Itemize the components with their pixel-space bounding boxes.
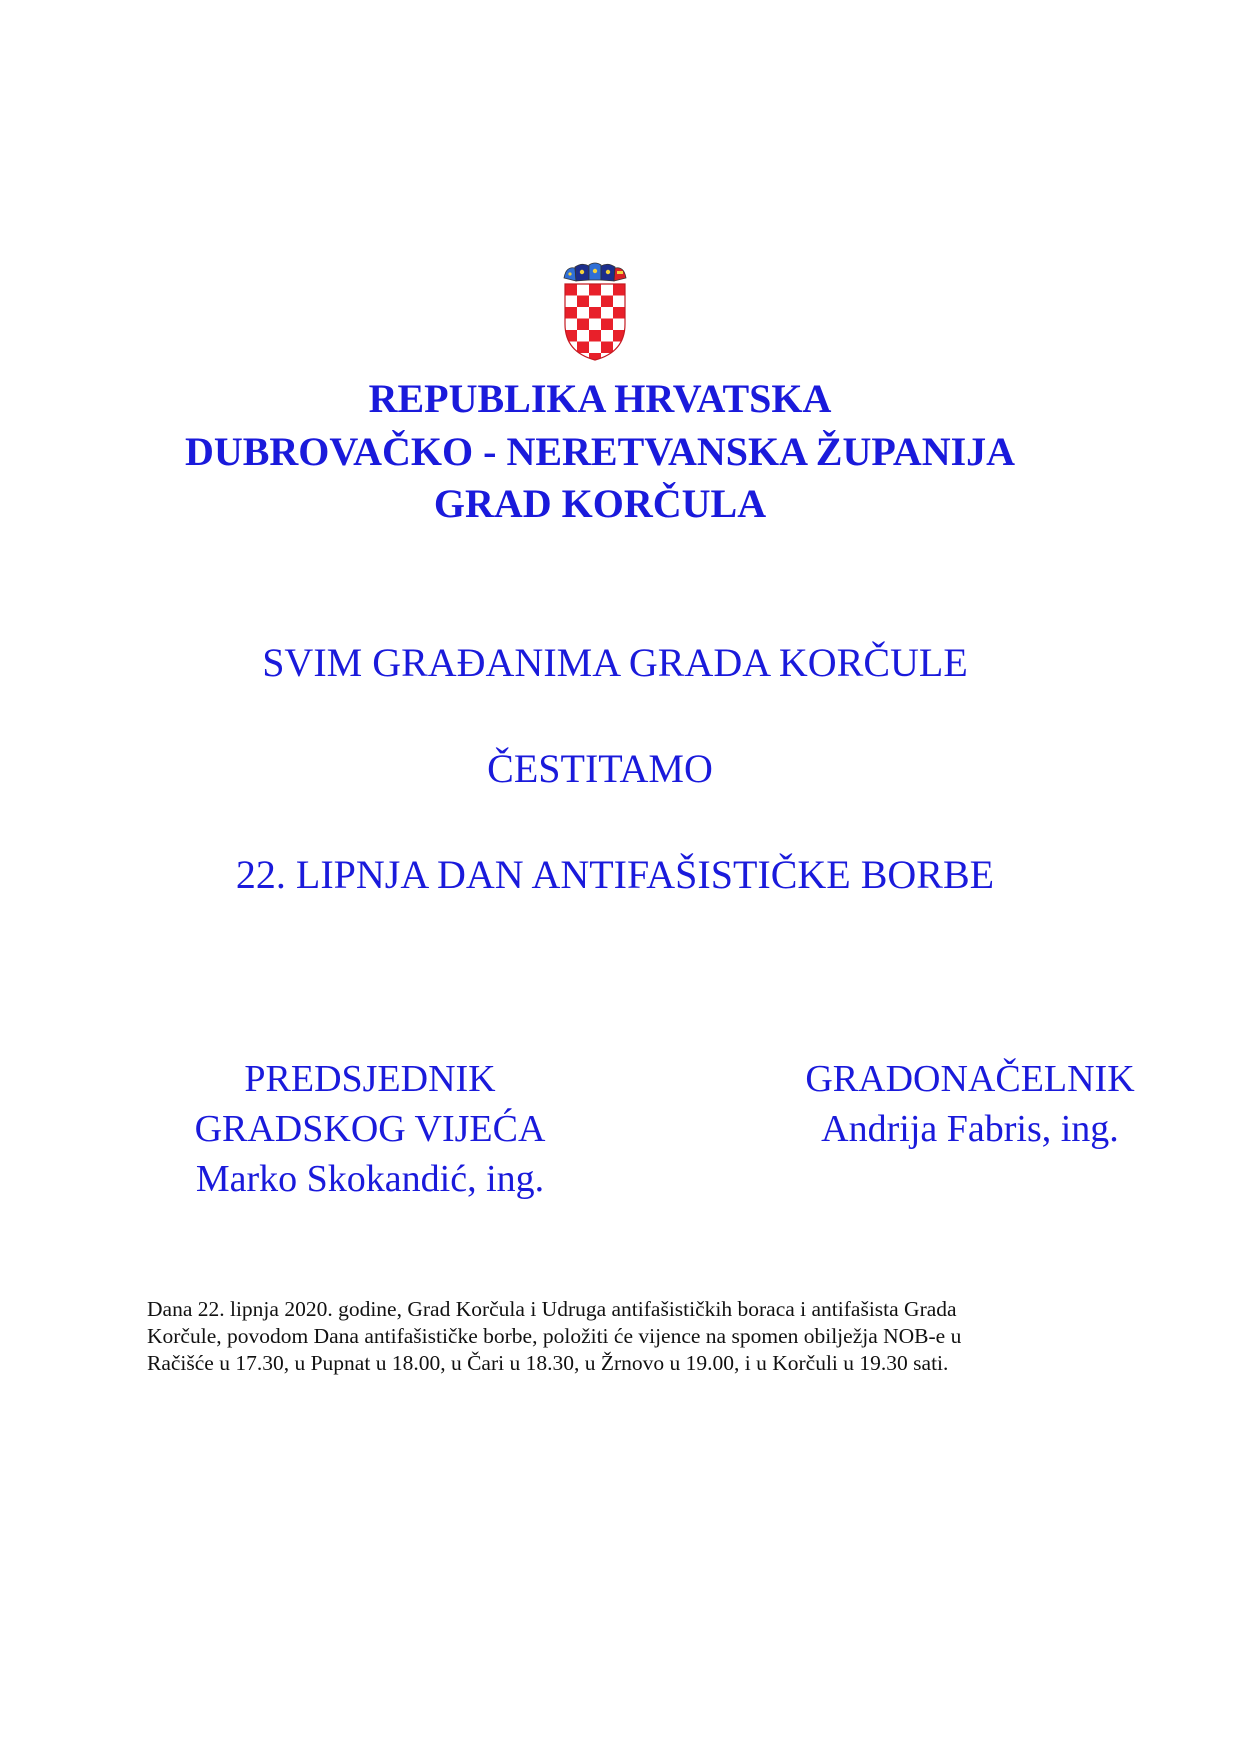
signature-left-name: Marko Skokandić, ing. [195,1158,545,1200]
note-line-1: Dana 22. lipnja 2020. godine, Grad Korčula i Udruga antifašističkih boraca i antifašista Grada [147,1297,957,1321]
signature-left-title-2: GRADSKOG VIJEĆA [194,1108,546,1150]
header-line-republic: REPUBLIKA HRVATSKA [368,376,832,421]
signature-right-title: GRADONAČELNIK [805,1058,1135,1100]
header-line-city: GRAD KORČULA [433,481,767,526]
signature-mayor [720,1054,1220,1154]
coat-checkerboard [565,284,625,362]
message-line-congratulate: ČESTITAMO [487,746,713,791]
croatian-coat-of-arms-icon [562,262,628,362]
note-line-2: Korčule, povodom Dana antifašističke borbe, položiti će vijence na spomen obilježja NOB-e u [147,1324,962,1348]
event-note-paragraph [147,1296,1107,1377]
message-line-citizens: SVIM GRAĐANIMA GRADA KORČULE [262,640,968,685]
signature-council-president [140,1054,600,1204]
header-line-county: DUBROVAČKO - NERETVANSKA ŽUPANIJA [184,429,1016,474]
signature-right-name: Andrija Fabris, ing. [821,1108,1119,1150]
signature-left-title-1: PREDSJEDNIK [244,1058,496,1100]
coat-crown [564,263,626,281]
note-line-3: Račišće u 17.30, u Pupnat u 18.00, u Čari u 18.30, u Žrnovo u 19.00, i u Korčuli u 19.30 sati. [147,1351,949,1375]
message-line-holiday: 22. LIPNJA DAN ANTIFAŠISTIČKE BORBE [235,852,995,897]
